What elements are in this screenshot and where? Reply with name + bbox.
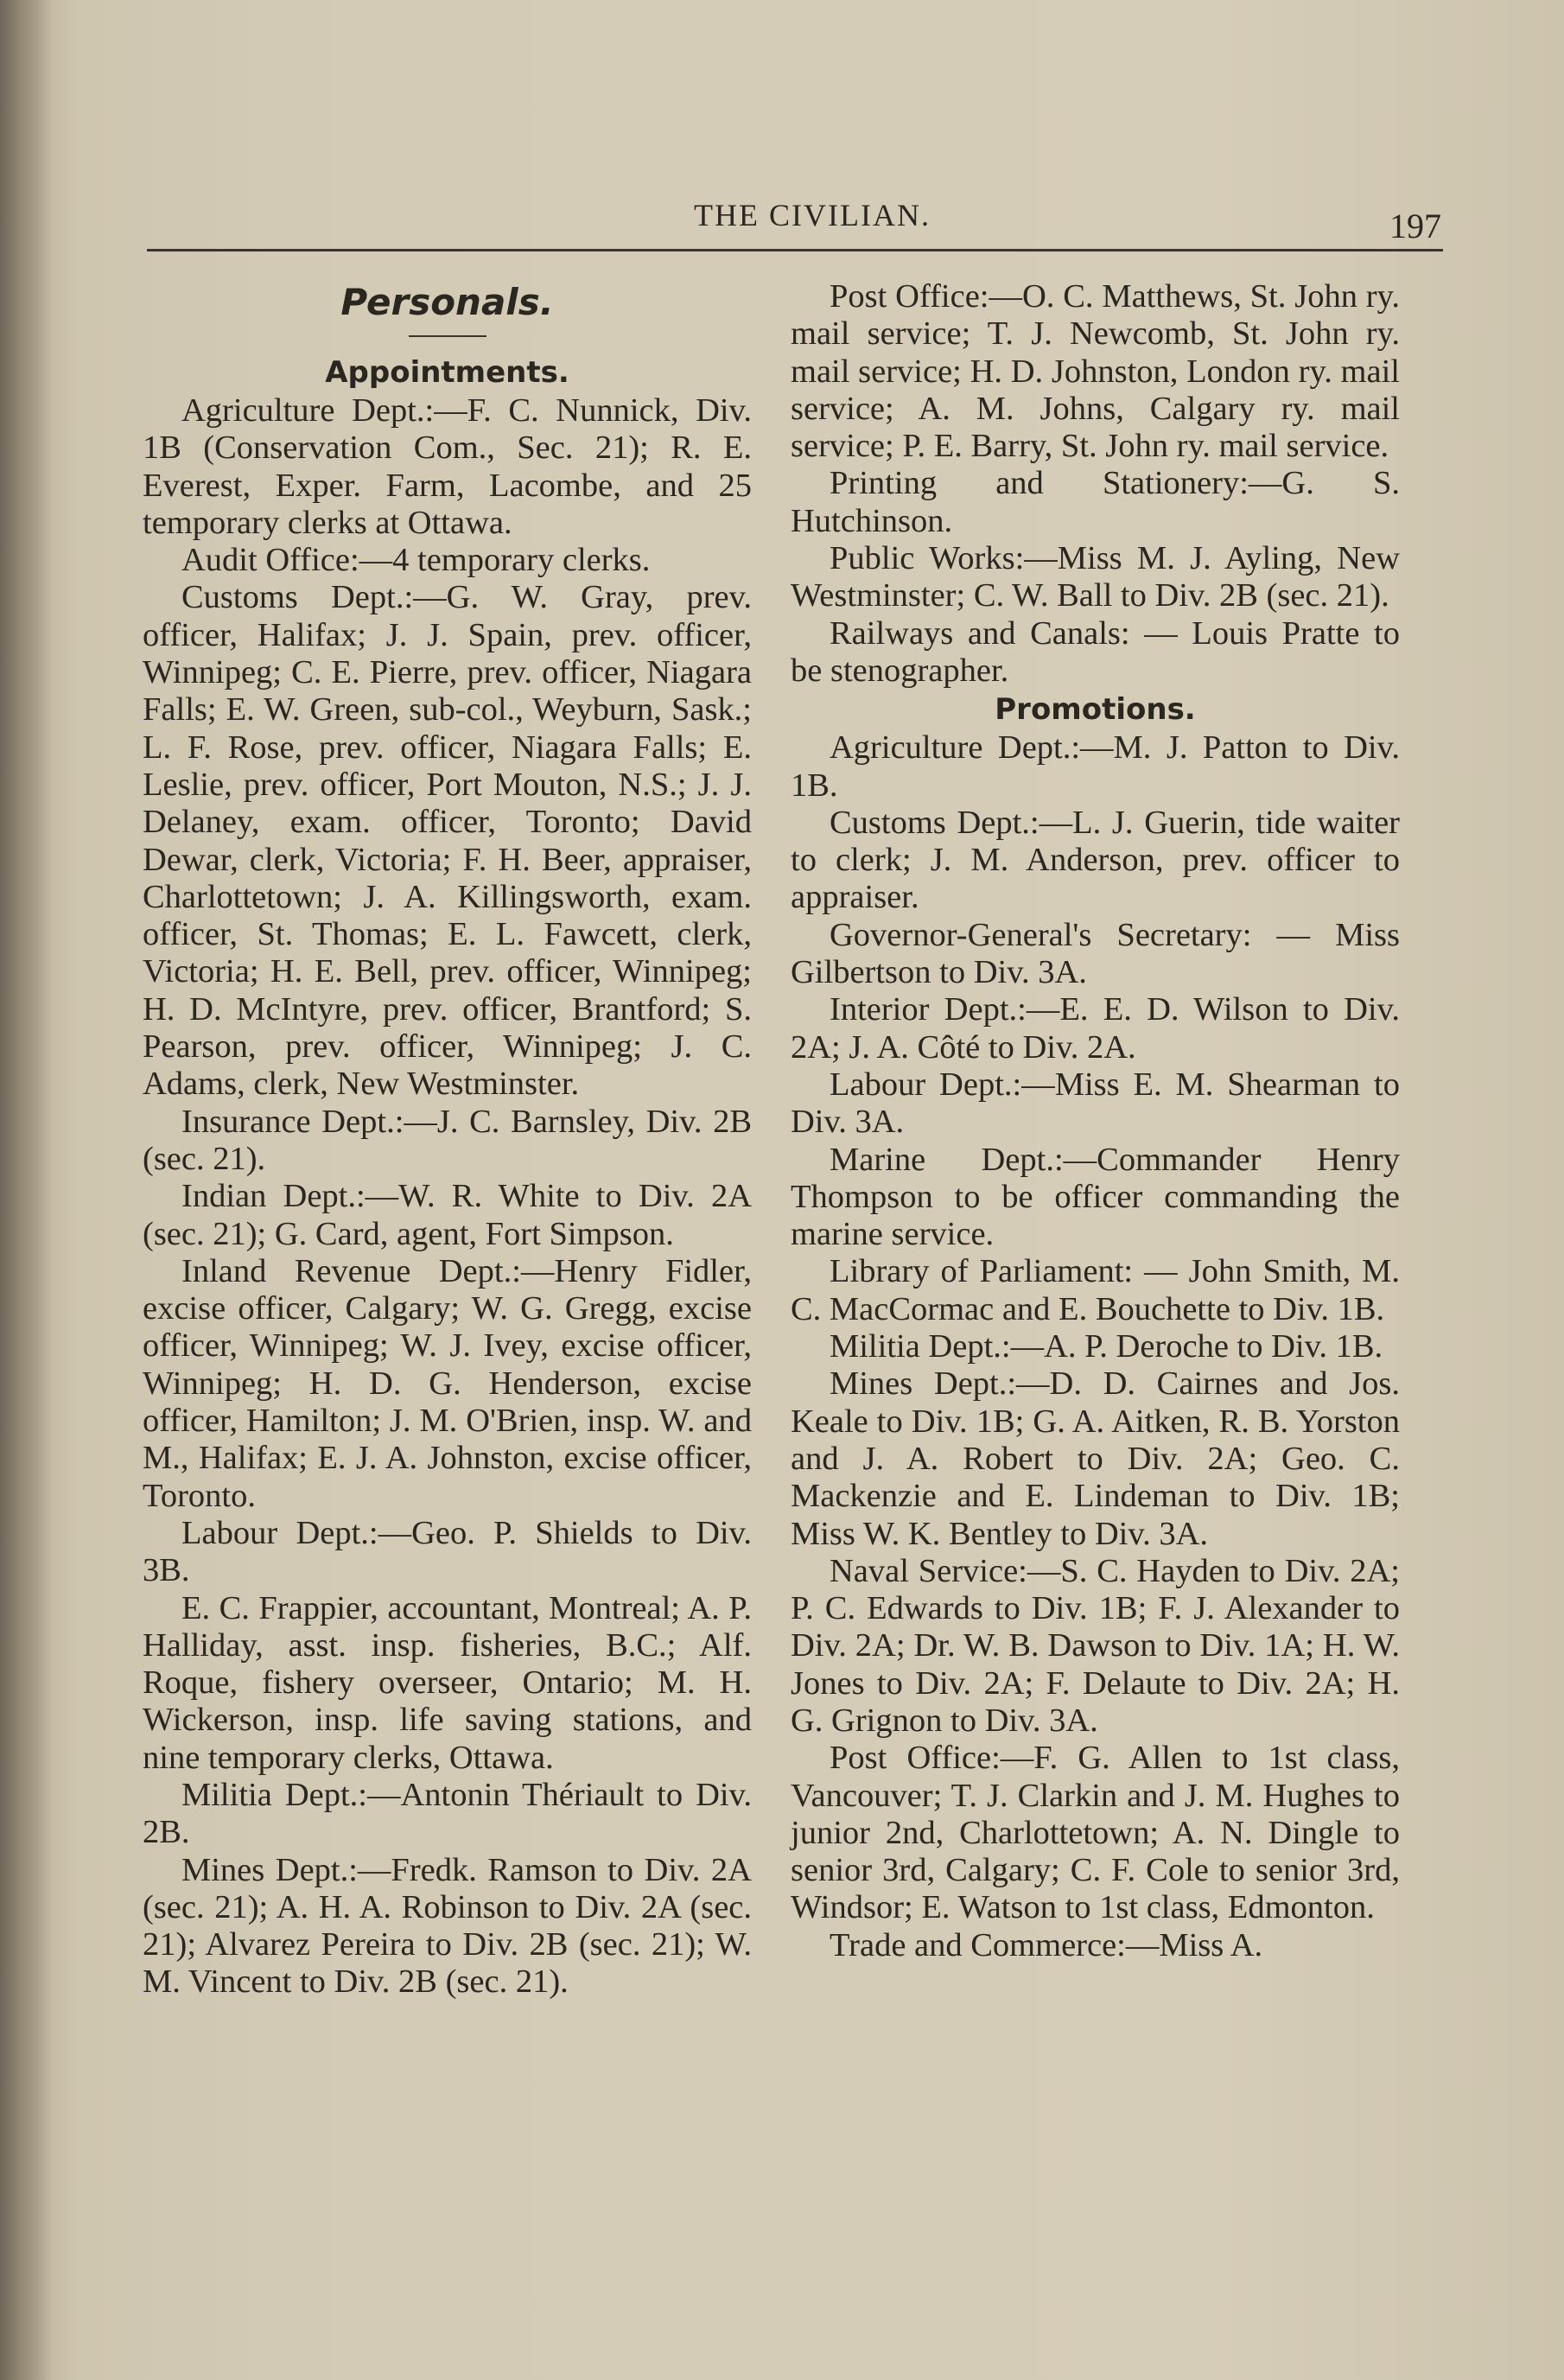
entry-militia: Militia Dept.:—Antonin Thériault to Div. 2B.	[143, 1776, 752, 1851]
entry-promo-trade-commerce: Trade and Commerce:—Miss A.	[830, 1926, 1263, 1963]
entry-fisheries: E. C. Frappier, accountant, Montreal; A. P. Halliday, asst. insp. fisheries, B.C.; Alf. Roque, fishery overseer, Ontario; M. H. Wickerson, insp. life saving stations, and nine temporary clerks, Ottawa.	[143, 1589, 752, 1776]
entry-inland-revenue: Inland Revenue Dept.:—Henry Fidler, excise officer, Calgary; W. G. Gregg, excise officer, Winnipeg; W. J. Ivey, excise officer, Winnipeg; H. D. G. Henderson, excise officer, Hamilton; J. M. O'Brien, insp. W. and M., Halifax; E. J. A. Johnston, excise officer, Toronto.	[143, 1252, 752, 1514]
subheading-appointments: Appointments.	[325, 355, 569, 390]
entry-mines: Mines Dept.:—Fredk. Ramson to Div. 2A (sec. 21); A. H. A. Robinson to Div. 2A (sec. 21); Alvarez Pereira to Div. 2B (sec. 21); W. M. Vincent to Div. 2B (sec. 21).	[143, 1851, 752, 2001]
entry-indian: Indian Dept.:—W. R. White to Div. 2A (sec. 21); G. Card, agent, Fort Simpson.	[143, 1178, 752, 1252]
entry-post-office: Post Office:—O. C. Matthews, St. John ry. mail service; T. J. Newcomb, St. John ry. mail service; H. D. Johnston, London ry. mail service; A. M. Johns, Calgary ry. mail service; P. E. Barry, St. John ry. mail service.	[791, 278, 1400, 465]
entry-labour: Labour Dept.:—Geo. P. Shields to Div. 3B.	[143, 1514, 752, 1589]
entry-audit-office: Audit Office:—4 temporary clerks.	[181, 542, 651, 579]
entry-promo-naval: Naval Service:—S. C. Hayden to Div. 2A; P. C. Edwards to Div. 1B; F. J. Alexander to Div. 2A; Dr. W. B. Dawson to Div. 1A; H. W. Jones to Div. 2A; F. Delaute to Div. 2A; H. G. Grignon to Div. 3A.	[791, 1552, 1400, 1739]
entry-promo-governor-general: Governor-General's Secretary: — Miss Gilbertson to Div. 3A.	[791, 916, 1400, 991]
entry-promo-marine: Marine Dept.:—Commander Henry Thompson to be officer commanding the marine service.	[791, 1141, 1400, 1253]
page-number: 197	[1389, 207, 1441, 245]
entry-insurance: Insurance Dept.:—J. C. Barnsley, Div. 2B (sec. 21).	[143, 1103, 752, 1177]
entry-customs: Customs Dept.:—G. W. Gray, prev. officer, Halifax; J. J. Spain, prev. officer, Winnipeg; C. E. Pierre, prev. officer, Niagara Falls; E. W. Green, sub-col., Weyburn, Sask.; L. F. Rose, prev. officer, Niagara Falls; E. Leslie, prev. officer, Port Mouton, N.S.; J. J. Delaney, exam. officer, Toronto; David Dewar, clerk, Victoria; F. H. Beer, appraiser, Charlottetown; J. A. Killingsworth, exam. officer, St. Thomas; E. L. Fawcett, clerk, Victoria; H. E. Bell, prev. officer, Winnipeg; H. D. McIntyre, prev. officer, Brantford; S. Pearson, prev. officer, Winnipeg; J. C. Adams, clerk, New Westminster.	[143, 579, 752, 1103]
book-spine-shadow	[0, 0, 52, 2380]
right-column	[791, 278, 1400, 1964]
entry-promo-labour: Labour Dept.:—Miss E. M. Shearman to Div. 3A.	[791, 1066, 1400, 1141]
subheading-promotions: Promotions.	[995, 692, 1196, 728]
entry-promo-militia: Militia Dept.:—A. P. Deroche to Div. 1B.	[830, 1328, 1383, 1365]
entry-promo-agriculture: Agriculture Dept.:—M. J. Patton to Div. 1B.	[791, 729, 1400, 804]
entry-promo-mines: Mines Dept.:—D. D. Cairnes and Jos. Keale to Div. 1B; G. A. Aitken, R. B. Yorston and J. A. Robert to Div. 2A; Geo. C. Mackenzie and E. Lindeman to Div. 1B; Miss W. K. Bentley to Div. 3A.	[791, 1365, 1400, 1552]
title-divider	[409, 335, 486, 337]
section-title-personals: Personals.	[340, 281, 554, 323]
entry-public-works: Public Works:—Miss M. J. Ayling, New Westminster; C. W. Ball to Div. 2B (sec. 21).	[791, 540, 1400, 614]
entry-railways-canals: Railways and Canals: — Louis Pratte to be stenographer.	[791, 614, 1400, 689]
entry-agriculture: Agriculture Dept.:—F. C. Nunnick, Div. 1B (Conservation Com., Sec. 21); R. E. Everest, Exper. Farm, Lacombe, and 25 temporary clerks at Ottawa.	[143, 392, 752, 541]
entry-promo-customs: Customs Dept.:—L. J. Guerin, tide waiter to clerk; J. M. Anderson, prev. officer to appraiser.	[791, 804, 1400, 916]
entry-promo-interior: Interior Dept.:—E. E. D. Wilson to Div. 2A; J. A. Côté to Div. 2A.	[791, 991, 1400, 1066]
entry-promo-post-office: Post Office:—F. G. Allen to 1st class, Vancouver; T. J. Clarkin and J. M. Hughes to junior 2nd, Charlottetown; A. N. Dingle to senior 3rd, Calgary; C. F. Cole to senior 3rd, Windsor; E. Watson to 1st class, Edmonton.	[791, 1740, 1400, 1926]
left-column	[143, 275, 752, 2001]
header-rule	[147, 249, 1443, 251]
entry-promo-library: Library of Parliament: — John Smith, M. C. MacCormac and E. Bouchette to Div. 1B.	[791, 1253, 1400, 1327]
running-header-title: THE CIVILIAN.	[694, 198, 931, 232]
entry-printing-stationery: Printing and Stationery:—G. S. Hutchinson.	[791, 465, 1400, 539]
